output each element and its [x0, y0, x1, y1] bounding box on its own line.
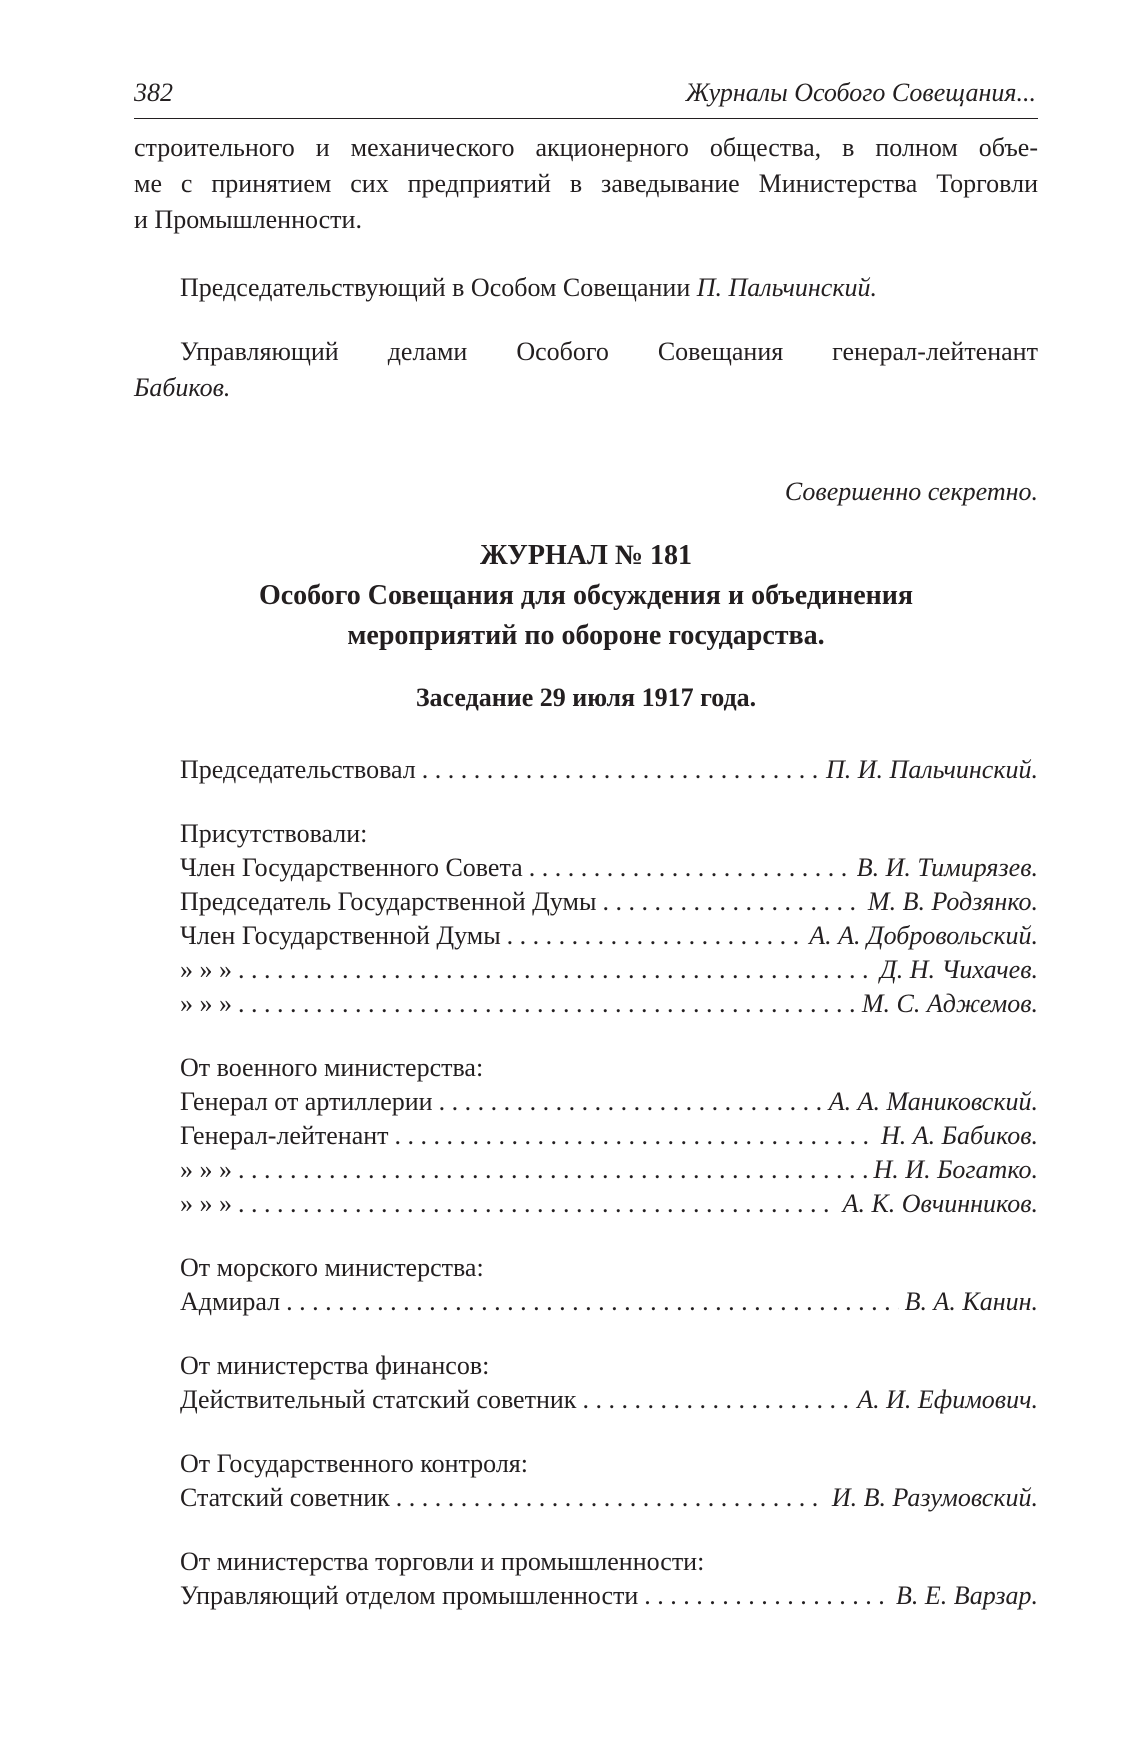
dot-leader — [395, 1118, 875, 1154]
roster-name: Н. А. Бабиков. — [880, 1121, 1038, 1150]
roster-row — [180, 1152, 1038, 1186]
intro-line: строительного и механического акционерного общества, в полном объе- — [134, 133, 1038, 162]
roster-role: Адмирал — [180, 1287, 281, 1316]
journal-subtitle-line: Особого Совещания для обсуждения и объединения — [258, 580, 914, 611]
dot-leader — [422, 752, 820, 788]
finance-group — [180, 1348, 1038, 1416]
running-title: Журналы Особого Совещания... — [685, 78, 1036, 107]
manager-word: делами — [387, 337, 468, 366]
classification-mark: Совершенно секретно. — [784, 477, 1038, 506]
dot-leader — [238, 1186, 837, 1222]
journal-subtitle-line: мероприятий по обороне государства. — [347, 620, 825, 651]
roster-row — [180, 1382, 1038, 1416]
chair-signature-text: Председательствующий в Особом Совещании — [180, 273, 697, 302]
roster-name: В. А. Канин. — [904, 1287, 1038, 1316]
journal-title — [134, 536, 1038, 656]
manager-signature-name: Бабиков. — [134, 373, 231, 402]
roster-role: Председательствовал — [180, 755, 416, 784]
dot-leader — [507, 918, 804, 954]
roster-role: Действительный статский советник — [180, 1385, 577, 1414]
roster-row — [180, 1186, 1038, 1220]
roster-role: Статский советник — [180, 1483, 390, 1512]
dot-leader — [396, 1480, 826, 1516]
dot-leader — [644, 1578, 890, 1614]
intro-paragraph — [134, 130, 1038, 238]
roster-role: Председатель Государственной Думы — [180, 887, 597, 916]
roster-row — [180, 918, 1038, 952]
roster-row — [180, 1578, 1038, 1612]
roster-name: Д. Н. Чихачев. — [880, 955, 1038, 984]
group-heading: От министерства финансов: — [180, 1351, 490, 1380]
present-group — [180, 816, 1038, 1020]
journal-number: ЖУРНАЛ № 181 — [480, 540, 692, 571]
roster-row — [180, 986, 1038, 1020]
chair-signature-name: П. Пальчинский. — [696, 273, 877, 302]
roster-role: Генерал-лейтенант — [180, 1121, 389, 1150]
dot-leader — [439, 1084, 823, 1120]
dot-leader — [238, 952, 874, 988]
roster-name: А. И. Ефимович. — [857, 1385, 1038, 1414]
dot-leader — [529, 850, 851, 886]
manager-signature-title — [180, 334, 1038, 370]
roster-role: » » » — [180, 989, 232, 1018]
control-group — [180, 1446, 1038, 1514]
manager-word: Совещания — [657, 337, 784, 366]
roster-role: » » » — [180, 955, 232, 984]
roster-row — [180, 850, 1038, 884]
military-group — [180, 1050, 1038, 1220]
manager-signature — [134, 334, 1038, 406]
intro-line: ме с принятием сих предприятий в заведывание Министерства Торговли — [134, 169, 1038, 198]
naval-group — [180, 1250, 1038, 1318]
dot-leader — [602, 884, 861, 920]
session-date: Заседание 29 июля 1917 года. — [415, 683, 757, 712]
group-heading: От министерства торговли и промышленности: — [180, 1547, 705, 1576]
dot-leader — [286, 1284, 899, 1320]
dot-leader — [238, 986, 856, 1022]
roster-name: Н. И. Богатко. — [873, 1155, 1038, 1184]
roster-name: А. А. Добровольский. — [809, 921, 1038, 950]
page-number: 382 — [134, 78, 173, 107]
roster-row — [180, 1118, 1038, 1152]
page-header — [134, 72, 1038, 119]
roster-row — [180, 1480, 1038, 1514]
roster-row — [180, 1284, 1038, 1318]
roster-role: Член Государственного Совета — [180, 853, 523, 882]
roster-role: Генерал от артиллерии — [180, 1087, 433, 1116]
roster-row — [180, 752, 1038, 786]
roster-row — [180, 884, 1038, 918]
roster-role: » » » — [180, 1189, 232, 1218]
manager-word: Управляющий — [180, 337, 339, 366]
group-heading: От морского министерства: — [180, 1253, 484, 1282]
group-heading: От Государственного контроля: — [180, 1449, 528, 1478]
dot-leader — [582, 1382, 851, 1418]
chair-group — [180, 752, 1038, 786]
roster-role: Управляющий отделом промышленности — [180, 1581, 639, 1610]
trade-group — [180, 1544, 1038, 1612]
intro-line: и Промышленности. — [134, 205, 362, 234]
roster-role: » » » — [180, 1155, 232, 1184]
group-heading: От военного министерства: — [180, 1053, 484, 1082]
roster-name: В. Е. Варзар. — [896, 1581, 1038, 1610]
group-heading: Присутствовали: — [180, 819, 368, 848]
roster-name: А. А. Маниковский. — [828, 1087, 1038, 1116]
page-body — [134, 130, 1038, 1642]
dot-leader — [238, 1152, 868, 1188]
manager-word: генерал-лейтенант — [832, 337, 1038, 366]
roster-name: В. И. Тимирязев. — [856, 853, 1038, 882]
roster-name: А. К. Овчинников. — [842, 1189, 1038, 1218]
roster-row — [180, 1084, 1038, 1118]
chair-signature — [180, 270, 1038, 306]
roster-name: М. В. Родзянко. — [867, 887, 1038, 916]
manager-word: Особого — [516, 337, 609, 366]
roster-role: Член Государственной Думы — [180, 921, 501, 950]
attendance-roster — [180, 752, 1038, 1612]
roster-name: М. С. Аджемов. — [861, 989, 1038, 1018]
roster-row — [180, 952, 1038, 986]
roster-name: П. И. Пальчинский. — [825, 755, 1038, 784]
roster-name: И. В. Разумовский. — [831, 1483, 1038, 1512]
